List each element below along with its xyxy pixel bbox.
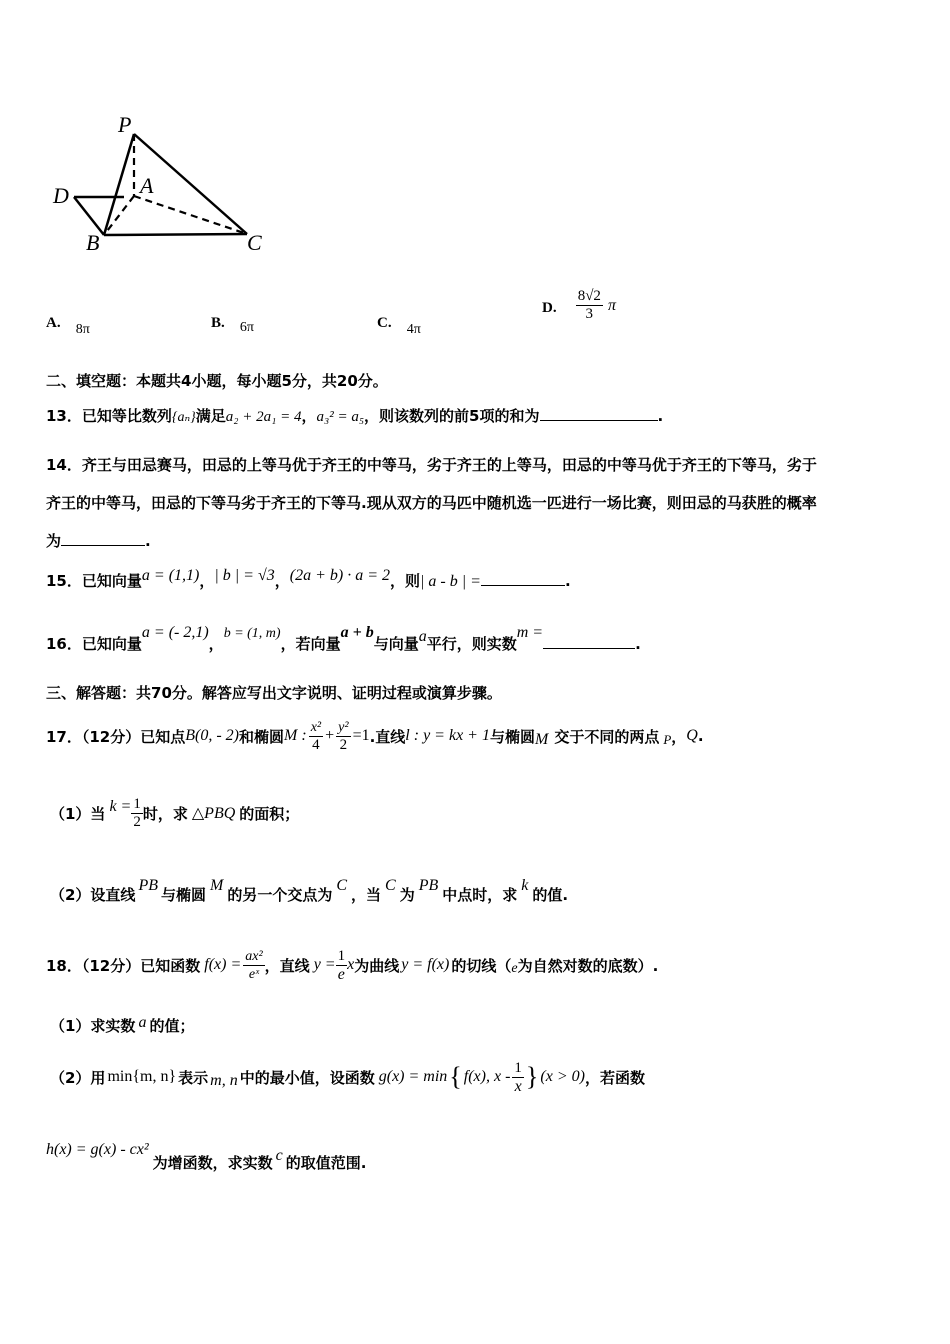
- question-14-line-3: 为 .: [46, 532, 151, 550]
- option-letter: D.: [542, 300, 557, 316]
- label-a: A: [140, 173, 154, 198]
- option-value: 6π: [239, 320, 254, 335]
- question-17: 17．（12分）已知点 B(0, - 2) 和椭圆 M : $\frac{\text{x²}}{4}$ + $\frac{\text{y²}}{2}$ =1 .直线 l : y = kx + 1 与椭圆 M 交于不同的两点 P ， Q .: [46, 719, 704, 753]
- option-fraction: $\frac{8√2}{3}$: [577, 288, 601, 322]
- question-18: 18．（12分）已知函数 f(x) = $\frac{\text{ax²}}{\text{eˣ}}$ ，直线 y = $\frac{1}{e}$ x 为曲线 y = f(x) 的切线（ e 为自然对数的底数）.: [46, 947, 659, 983]
- edge-pb: [104, 134, 134, 235]
- answer-blank[interactable]: [540, 406, 658, 421]
- answer-blank[interactable]: [481, 571, 565, 586]
- option-b: [211, 312, 254, 335]
- option-letter: C.: [377, 315, 392, 331]
- answer-blank[interactable]: [543, 634, 635, 649]
- label-p: P: [118, 112, 132, 137]
- question-13: 13．已知等比数列{aₙ}满足a₂ + 2a₁ = 4，a₃² = a₅，则该数列的前5项的和为 .: [46, 407, 664, 425]
- option-value: 8π: [75, 322, 90, 337]
- question-14-line-1: 14．齐王与田忌赛马，田忌的上等马优于齐王的中等马，劣于齐王的上等马，田忌的中等马优于齐王的下等马，劣于: [46, 456, 817, 474]
- question-18-part-2-cont: h(x) = g(x) - cx² 为增函数，求实数 c 的取值范围.: [46, 1141, 367, 1172]
- option-value: 4π: [406, 322, 421, 337]
- option-a: [46, 312, 90, 337]
- question-15: 15．已知向量a = (1,1)，| b | = √3，(2a + b) · a = 2，则| a - b | = .: [46, 567, 571, 590]
- question-16: 16．已知向量a = (- 2,1)，b = (1, m)，若向量a + b与向量a平行，则实数m =.: [46, 624, 641, 653]
- edge-bc: [104, 234, 247, 235]
- section-fill-in-blank: 二、填空题：本题共4小题，每小题5分，共20分。: [46, 372, 388, 390]
- answer-blank[interactable]: [61, 531, 145, 546]
- section-solution-problems: 三、解答题：共70分。解答应写出文字说明、证明过程或演算步骤。: [46, 684, 502, 702]
- geometry-figure: [44, 110, 274, 260]
- question-18-part-2: （2）用 min{m, n} 表示 m, n 中的最小值，设函数 g(x) = min { f(x), x - $\frac{1}{x}$ } (x > 0) ，若函数: [50, 1059, 645, 1095]
- option-c: [377, 312, 421, 337]
- edge-ac: [134, 196, 247, 234]
- question-17-part-1: （1）当 k = $\frac{1}{2}$ 时，求 △PBQ 的面积；: [50, 795, 300, 830]
- question-18-part-1: （1）求实数 a 的值；: [50, 1014, 195, 1035]
- option-d: D. $\frac{8√2}{3}$ π: [542, 288, 617, 322]
- question-14-line-2: 齐王的中等马，田忌的下等马劣于齐王的下等马.现从双方的马匹中随机选一匹进行一场比赛，则田忌的马获胜的概率: [46, 494, 817, 512]
- label-b: B: [86, 230, 100, 255]
- pyramid-diagram: [44, 110, 274, 260]
- question-17-part-2: （2）设直线 PB 与椭圆 M 的另一个交点为 C ，当 C 为 PB 中点时，求 k 的值.: [50, 877, 569, 904]
- label-d: D: [53, 183, 69, 208]
- option-letter: B.: [211, 315, 225, 331]
- label-c: C: [247, 230, 262, 255]
- option-letter: A.: [46, 315, 61, 331]
